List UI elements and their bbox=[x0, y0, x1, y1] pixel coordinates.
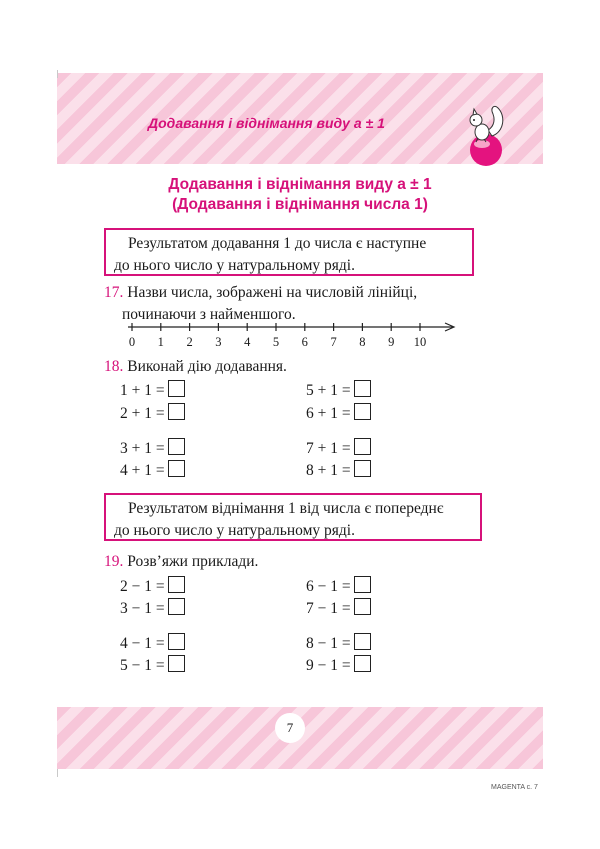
header-title: Додавання і віднімання виду a ± 1 bbox=[148, 115, 385, 131]
answer-box[interactable] bbox=[168, 460, 185, 477]
answer-box[interactable] bbox=[354, 655, 371, 672]
page-subtitle: (Додавання і віднімання числа 1) bbox=[172, 196, 428, 213]
equation: 5 + 1 = bbox=[306, 380, 371, 400]
answer-box[interactable] bbox=[168, 633, 185, 650]
equation: 3 + 1 = bbox=[120, 438, 185, 458]
equation: 4 − 1 = bbox=[120, 633, 185, 653]
answer-box[interactable] bbox=[168, 655, 185, 672]
number-line-label: 10 bbox=[413, 335, 427, 349]
answer-box[interactable] bbox=[354, 598, 371, 615]
rule-box-addition bbox=[104, 228, 474, 276]
number-line-label: 7 bbox=[330, 335, 337, 349]
number-line bbox=[120, 316, 460, 350]
number-line-label: 6 bbox=[301, 335, 308, 349]
task-19 bbox=[104, 551, 480, 573]
answer-box[interactable] bbox=[354, 438, 371, 455]
task-number: 17. bbox=[104, 284, 124, 301]
equation: 2 + 1 = bbox=[120, 403, 185, 423]
equation: 7 + 1 = bbox=[306, 438, 371, 458]
answer-box[interactable] bbox=[168, 598, 185, 615]
page-number: 7 bbox=[275, 713, 305, 743]
answer-box[interactable] bbox=[354, 403, 371, 420]
answer-box[interactable] bbox=[168, 403, 185, 420]
crop-mark bbox=[57, 70, 58, 78]
equation: 6 − 1 = bbox=[306, 576, 371, 596]
equation: 1 + 1 = bbox=[120, 380, 185, 400]
equation: 6 + 1 = bbox=[306, 403, 371, 423]
number-line-label: 9 bbox=[388, 335, 395, 349]
equation: 8 + 1 = bbox=[306, 460, 371, 480]
equation: 7 − 1 = bbox=[306, 598, 371, 618]
answer-box[interactable] bbox=[354, 380, 371, 397]
equation: 5 − 1 = bbox=[120, 655, 185, 675]
rule-text: Результатом віднімання 1 від числа є попереднє bbox=[128, 500, 444, 517]
page-title: Додавання і віднімання виду a ± 1 bbox=[168, 176, 432, 193]
answer-box[interactable] bbox=[354, 460, 371, 477]
equation: 3 − 1 = bbox=[120, 598, 185, 618]
number-line-label: 0 bbox=[128, 335, 136, 349]
crop-mark bbox=[57, 769, 58, 777]
rule-text: до нього число у натуральному ряді. bbox=[114, 522, 355, 539]
number-line-label: 3 bbox=[215, 335, 222, 349]
answer-box[interactable] bbox=[354, 576, 371, 593]
answer-box[interactable] bbox=[168, 438, 185, 455]
task-18 bbox=[104, 356, 480, 378]
squirrel-on-ball-icon bbox=[462, 98, 508, 168]
task-text: Виконай дію додавання. bbox=[123, 358, 287, 375]
rule-text: Результатом додавання 1 до числа є наступне bbox=[128, 235, 427, 252]
number-line-label: 8 bbox=[359, 335, 366, 349]
answer-box[interactable] bbox=[168, 380, 185, 397]
task-text: Назви числа, зображені на числовій лінійці, bbox=[123, 284, 418, 301]
task-number: 18. bbox=[104, 358, 124, 375]
rule-box-subtraction bbox=[104, 493, 482, 541]
number-line-label: 1 bbox=[157, 335, 164, 349]
print-mark: MAGENTA с. 7 bbox=[491, 784, 538, 791]
number-line-label: 4 bbox=[244, 335, 251, 349]
equation: 2 − 1 = bbox=[120, 576, 185, 596]
number-line-label: 5 bbox=[272, 335, 280, 349]
number-line-label: 2 bbox=[186, 335, 193, 349]
rule-text: до нього число у натуральному ряді. bbox=[114, 257, 355, 274]
equation: 4 + 1 = bbox=[120, 460, 185, 480]
answer-box[interactable] bbox=[354, 633, 371, 650]
task-number: 19. bbox=[104, 553, 124, 570]
task-text: Розв’яжи приклади. bbox=[123, 553, 259, 570]
equation: 8 − 1 = bbox=[306, 633, 371, 653]
equation: 9 − 1 = bbox=[306, 655, 371, 675]
answer-box[interactable] bbox=[168, 576, 185, 593]
task-text: починаючи з найменшого. bbox=[122, 306, 296, 323]
